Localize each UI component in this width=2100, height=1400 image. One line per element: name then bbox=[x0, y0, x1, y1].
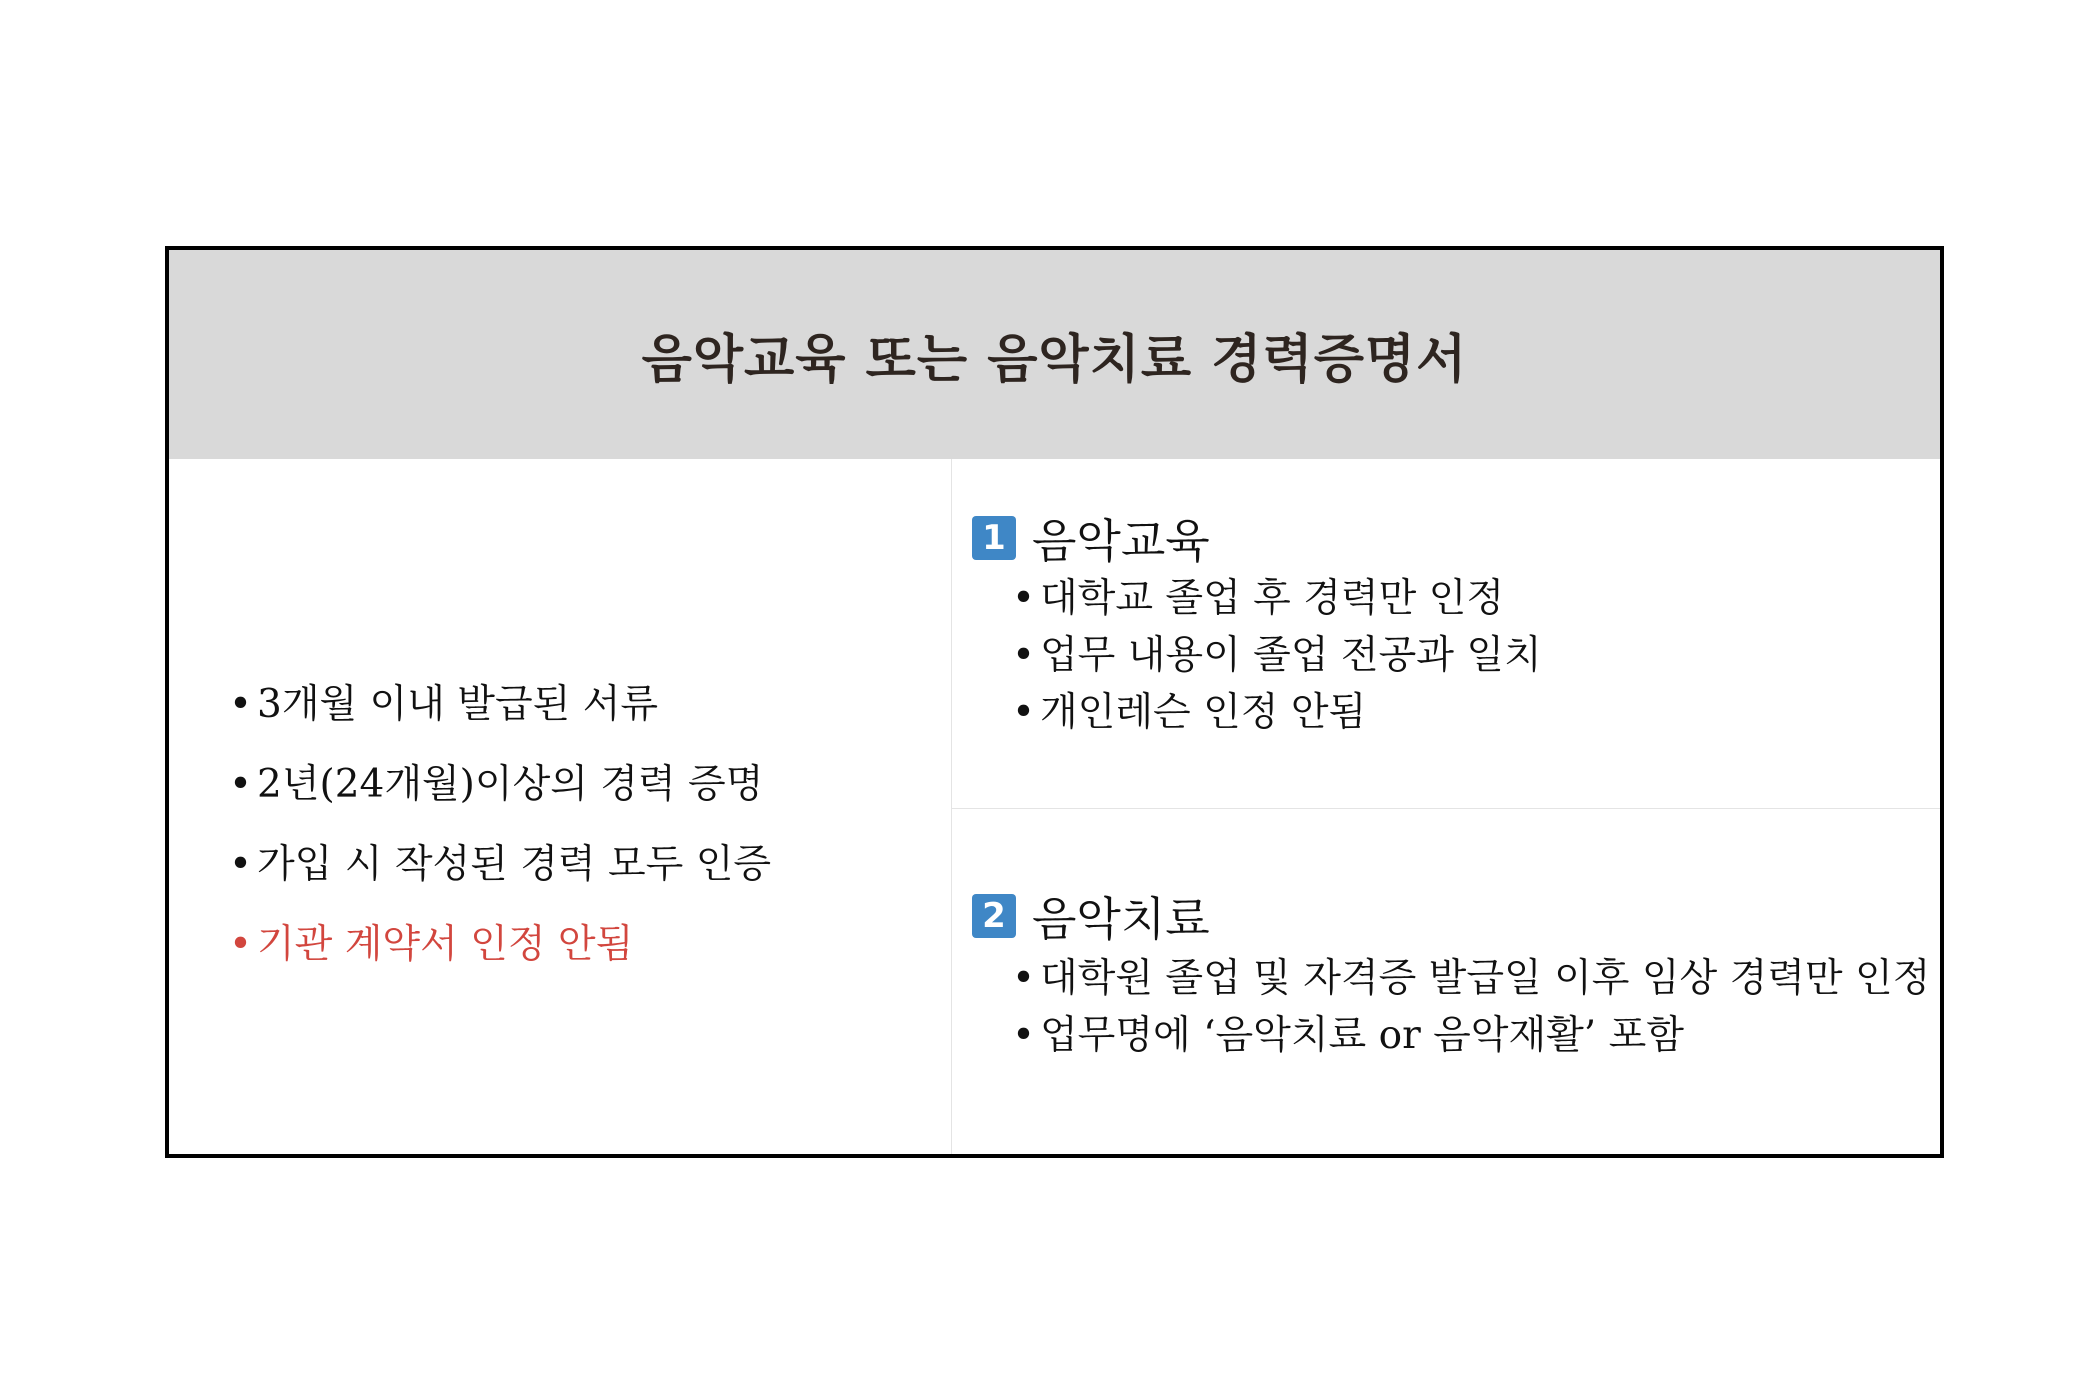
requirement-item bbox=[229, 665, 771, 745]
bullet-icon: • bbox=[229, 922, 253, 967]
requirement-text: 가입 시 작성된 경력 모두 인증 bbox=[257, 842, 772, 887]
list-item-text: 대학교 졸업 후 경력만 인정 bbox=[1040, 576, 1505, 621]
section-title: 음악교육 bbox=[1032, 514, 1210, 568]
bullet-icon: • bbox=[1012, 633, 1036, 678]
requirement-item-warning bbox=[229, 905, 771, 985]
requirements-list bbox=[229, 665, 771, 985]
list-item bbox=[1012, 627, 1542, 684]
list-item-text: 업무 내용이 졸업 전공과 일치 bbox=[1040, 633, 1542, 678]
requirement-item bbox=[229, 745, 771, 825]
requirement-text: 2년(24개월)이상의 경력 증명 bbox=[257, 762, 764, 807]
list-item bbox=[1012, 570, 1542, 627]
bullet-icon: • bbox=[1012, 1013, 1036, 1058]
list-item-text: 업무명에 ‘음악치료 or 음악재활’ 포함 bbox=[1040, 1013, 1684, 1058]
bullet-icon: • bbox=[1012, 956, 1036, 1001]
section-music-therapy bbox=[952, 809, 1940, 1154]
document-box bbox=[165, 246, 1944, 1158]
bullet-icon: • bbox=[1012, 576, 1036, 621]
requirement-text: 3개월 이내 발급된 서류 bbox=[257, 682, 659, 727]
list-item bbox=[1012, 950, 1930, 1007]
bullet-icon: • bbox=[229, 762, 253, 807]
document-header bbox=[169, 250, 1940, 459]
list-item bbox=[1012, 1007, 1930, 1064]
section-items bbox=[1012, 950, 1930, 1064]
list-item bbox=[1012, 684, 1542, 741]
section-heading bbox=[972, 509, 1210, 567]
document-title: 음악교육 또는 음악치료 경력증명서 bbox=[641, 330, 1468, 390]
section-heading bbox=[972, 887, 1210, 945]
section-items bbox=[1012, 570, 1542, 741]
section-title: 음악치료 bbox=[1032, 892, 1210, 946]
number-badge-icon: 2 bbox=[972, 894, 1016, 938]
requirement-item bbox=[229, 825, 771, 905]
bullet-icon: • bbox=[229, 682, 253, 727]
bullet-icon: • bbox=[229, 842, 253, 887]
section-music-education bbox=[952, 459, 1940, 809]
requirements-panel bbox=[169, 459, 952, 1154]
list-item-text: 개인레슨 인정 안됨 bbox=[1040, 690, 1367, 735]
number-badge-icon: 1 bbox=[972, 516, 1016, 560]
bullet-icon: • bbox=[1012, 690, 1036, 735]
list-item-text: 대학원 졸업 및 자격증 발급일 이후 임상 경력만 인정 bbox=[1040, 956, 1931, 1001]
requirement-text: 기관 계약서 인정 안됨 bbox=[257, 922, 634, 967]
